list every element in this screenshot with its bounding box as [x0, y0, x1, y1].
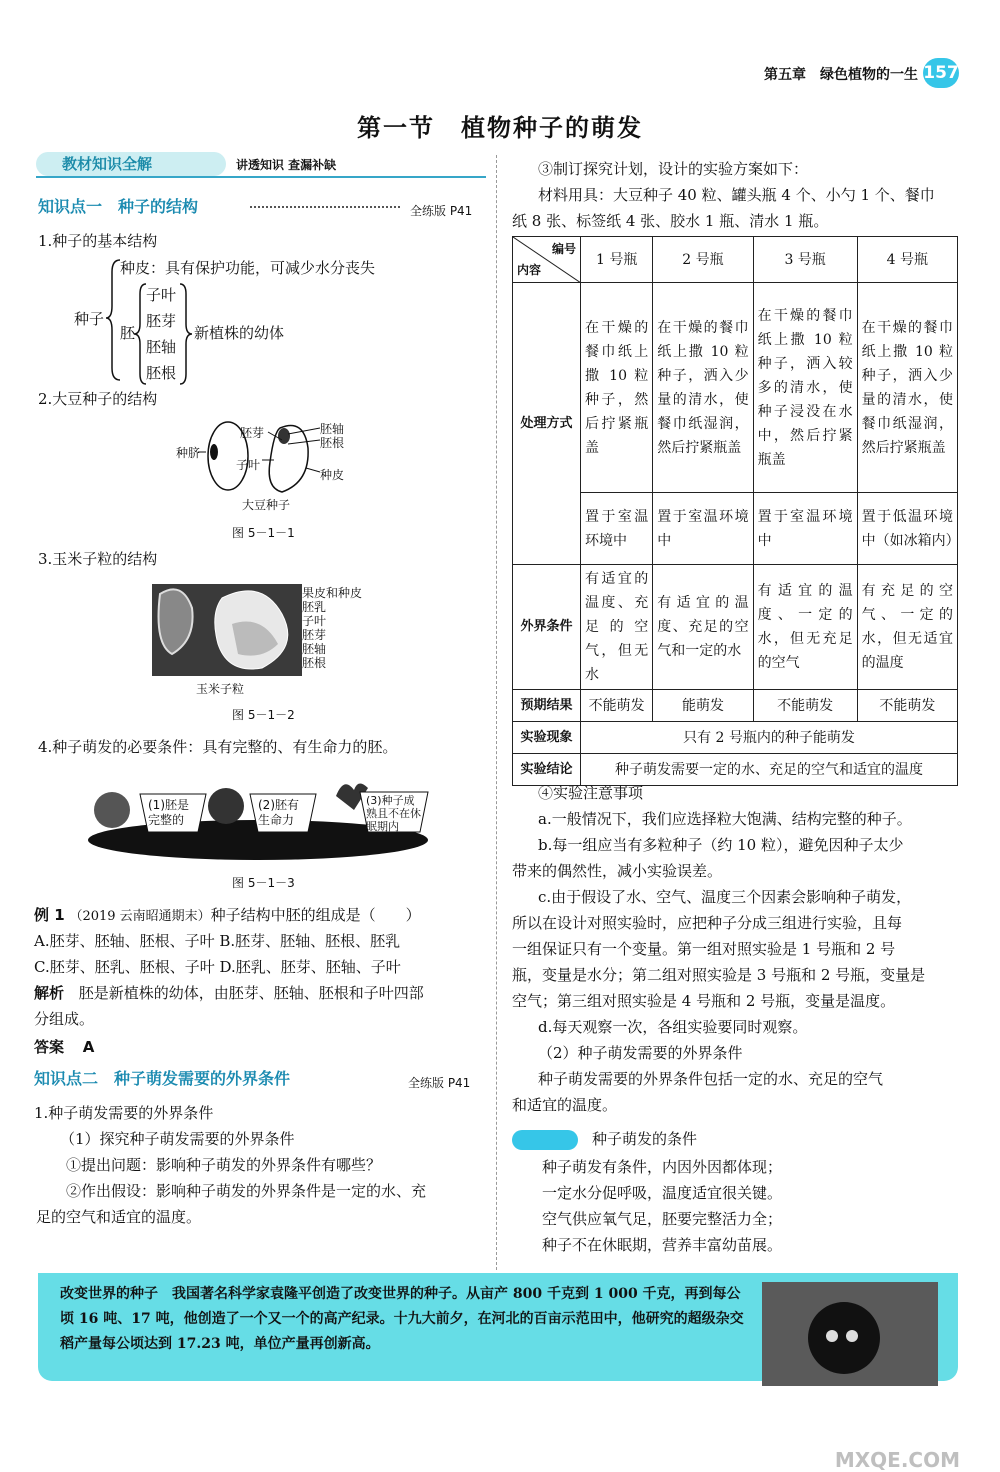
tree-root: 种子	[74, 310, 105, 328]
env-cell-2: 置于室温环境中	[653, 493, 753, 565]
bottom-body: 我国著名科学家袁隆平创造了改变世界的种子。从亩产 800 千克到 1 000 千克，再到每公顷 16 吨、17 吨，他创造了一个又一个的高产纪录。十九大前夕，在河北的百亩示范田中，他研究的超级杂交稻产量每公顷达到 17.23 吨，单位产量再创新高。	[60, 1286, 744, 1352]
cond-cell-4: 有充足的空气、一定的水，但无适宜的温度	[857, 565, 957, 690]
kp1-ref: 全练版 P41	[410, 204, 473, 218]
tree-part-hypocotyl: 胚轴	[146, 338, 177, 356]
treat-cell-4: 在干燥的餐巾纸上撒 10 粒种子，洒入少量的清水，使餐巾纸湿润，然后拧紧瓶盖	[857, 283, 957, 493]
rice-photo	[762, 1282, 938, 1386]
watermark: MXQE.COM	[834, 1448, 960, 1472]
notes-heading: ④实验注意事项	[538, 784, 644, 802]
row-header-treatment: 处理方式	[513, 283, 581, 565]
treat-cell-1: 在干燥的餐巾纸上撒 10 粒种子，然后拧紧瓶盖	[581, 283, 653, 493]
bottom-feature-text	[60, 1282, 750, 1357]
bean-label-hypocotyl: 胚轴	[320, 422, 345, 436]
corn-kernel-diagram	[152, 584, 302, 676]
example-options-cd: C.胚芽、胚乳、胚根、子叶 D.胚乳、胚芽、胚轴、子叶	[34, 958, 401, 976]
observation-cell: 只有 2 号瓶内的种子能萌发	[581, 722, 958, 754]
fig2-caption: 图 5－1－2	[232, 708, 295, 722]
corner-top: 编号	[551, 242, 576, 256]
row-header-conclusion: 实验结论	[513, 754, 581, 786]
tree-brace-right	[178, 282, 194, 386]
r1: ③制订探究计划，设计的实验方案如下：	[538, 160, 809, 178]
kp1-leader	[250, 206, 400, 208]
note-d: d.每天观察一次，各组实验要同时观察。	[538, 1018, 808, 1036]
section-banner: 教材知识全解	[36, 152, 226, 176]
banner-subtitle: 讲透知识 查漏补缺	[236, 158, 337, 172]
env-cell-4: 置于低温环境中（如冰箱内）	[857, 493, 957, 565]
cond-cell-2: 有适宜的温度、充足的空气和一定的水	[653, 565, 753, 690]
bean-label-hilum: 种脐	[176, 446, 201, 460]
treat-cell-2: 在干燥的餐巾纸上撒 10 粒种子，洒入少量的清水，使餐巾纸湿润，然后拧紧瓶盖	[653, 283, 753, 493]
corn-caption: 玉米子粒	[196, 682, 245, 696]
corn-label-hypocotyl: 胚轴	[302, 642, 327, 656]
bean-label-coat: 种皮	[320, 468, 345, 482]
r2: 材料用具：大豆种子 40 粒、罐头瓶 4 个、小勺 1 个、餐巾	[538, 186, 935, 204]
tree-embryo-desc: 新植株的幼体	[194, 324, 285, 342]
bean-label-cotyledon: 子叶	[236, 458, 261, 472]
l5: 足的空气和适宜的温度。	[36, 1208, 202, 1226]
kp1-title: 知识点一 种子的结构	[38, 197, 199, 216]
answer-value: A	[82, 1038, 95, 1056]
row-header-expected: 预期结果	[513, 690, 581, 722]
tree-part-radicle: 胚根	[146, 364, 177, 382]
example-question: 种子结构中胚的组成是（ ）	[210, 906, 421, 924]
tree-part-cotyledon: 子叶	[146, 286, 177, 304]
tip-badge	[512, 1130, 578, 1150]
note-b2: 带来的偶然性，减小实验误差。	[512, 862, 723, 880]
env-cell-1: 置于室温环境中	[581, 493, 653, 565]
env-cell-3: 置于室温环境中	[753, 493, 857, 565]
treat-cell-3: 在干燥的餐巾纸上撒 10 粒种子，洒入较多的清水，使种子浸没在水中，然后拧紧瓶盖	[753, 283, 857, 493]
analysis-text-2: 分组成。	[34, 1010, 95, 1028]
pot-label-3: (3)种子成熟且不在休眠期内	[366, 794, 421, 833]
tree-coat: 种皮：具有保护功能，可减少水分丧失	[120, 259, 376, 277]
note-b1: b.每一组应当有多粒种子（约 10 粒），避免因种子太少	[538, 836, 904, 854]
page-title: 第一节 植物种子的萌发	[357, 114, 643, 142]
l2: （1）探究种子萌发需要的外界条件	[60, 1130, 295, 1148]
fig3-caption: 图 5－1－3	[232, 876, 295, 890]
answer-label: 答案	[34, 1038, 65, 1056]
table-corner	[513, 237, 581, 283]
col-header-2: 2 号瓶	[653, 237, 753, 283]
conclusion-cell: 种子萌发需要一定的水、充足的空气和适宜的温度	[581, 754, 958, 786]
example-source: （2019 云南昭通期末）	[69, 909, 211, 924]
expect-cell-1: 不能萌发	[581, 690, 653, 722]
analysis-label: 解析	[34, 984, 65, 1002]
corn-label-cotyledon: 子叶	[302, 614, 327, 628]
corn-label-plumule: 胚芽	[302, 628, 327, 642]
bean-label-plumule: 胚芽	[240, 426, 265, 440]
analysis-text-1: 胚是新植株的幼体，由胚芽、胚轴、胚根和子叶四部	[78, 984, 424, 1002]
pot-label-1: (1)胚是完整的	[148, 798, 189, 827]
kp2-title: 知识点二 种子萌发需要的外界条件	[34, 1069, 291, 1088]
corn-label-endosperm: 胚乳	[302, 600, 327, 614]
example-label: 例 1	[34, 906, 65, 924]
example-options-ab: A.胚芽、胚轴、胚根、子叶 B.胚芽、胚轴、胚根、胚乳	[34, 932, 401, 950]
p2-heading: （2）种子萌发需要的外界条件	[538, 1044, 743, 1062]
bottom-title: 改变世界的种子	[60, 1286, 158, 1302]
note-a: a.一般情况下，我们应选择粒大饱满、结构完整的种子。	[538, 810, 912, 828]
corn-label-pericarp: 果皮和种皮	[302, 586, 363, 600]
row-header-conditions: 外界条件	[513, 565, 581, 690]
tip-title: 种子萌发的条件	[592, 1130, 698, 1148]
s1-heading: 1.种子的基本结构	[38, 232, 158, 250]
l3: ①提出问题：影响种子萌发的外界条件有哪些？	[66, 1156, 382, 1174]
kp2-ref: 全练版 P41	[408, 1076, 471, 1090]
note-c1: c.由于假设了水、空气、温度三个因素会影响种子萌发，	[538, 888, 912, 906]
l1: 1.种子萌发需要的外界条件	[34, 1104, 214, 1122]
col-header-3: 3 号瓶	[753, 237, 857, 283]
expect-cell-4: 不能萌发	[857, 690, 957, 722]
banner-rule	[36, 176, 486, 178]
cond-cell-1: 有适宜的温度、充足的空气，但无水	[581, 565, 653, 690]
expect-cell-3: 不能萌发	[753, 690, 857, 722]
column-divider	[496, 155, 497, 1270]
poem-line-1: 种子萌发有条件，内因外因都体现；	[542, 1158, 783, 1176]
note-c5: 空气；第三组对照实验是 4 号瓶和 2 号瓶，变量是温度。	[512, 992, 896, 1010]
bean-caption: 大豆种子	[242, 498, 291, 512]
bean-label-radicle: 胚根	[320, 436, 345, 450]
cond-cell-3: 有适宜的温度、一定的水，但无充足的空气	[753, 565, 857, 690]
corn-label-radicle: 胚根	[302, 656, 327, 670]
l4: ②作出假设：影响种子萌发的外界条件是一定的水、充	[66, 1182, 427, 1200]
p2-text-1: 种子萌发需要的外界条件包括一定的水、充足的空气	[538, 1070, 884, 1088]
r3: 纸 8 张、标签纸 4 张、胶水 1 瓶、清水 1 瓶。	[512, 212, 829, 230]
tree-part-plumule: 胚芽	[146, 312, 177, 330]
s2-heading: 2.大豆种子的结构	[38, 390, 158, 408]
experiment-table	[512, 236, 958, 786]
corner-bottom: 内容	[517, 263, 542, 277]
s4-heading: 4.种子萌发的必要条件：具有完整的、有生命力的胚。	[38, 738, 398, 756]
p2-text-2: 和适宜的温度。	[512, 1096, 618, 1114]
tree-embryo: 胚	[120, 324, 136, 342]
poem-line-4: 种子不在休眠期，营养丰富幼苗展。	[542, 1236, 783, 1254]
col-header-4: 4 号瓶	[857, 237, 957, 283]
chapter-header: 第五章 绿色植物的一生	[764, 67, 918, 83]
note-c4: 瓶，变量是水分；第二组对照实验是 3 号瓶和 2 号瓶，变量是	[512, 966, 926, 984]
note-c2: 所以在设计对照实验时，应把种子分成三组进行实验，且每	[512, 914, 903, 932]
expect-cell-2: 能萌发	[653, 690, 753, 722]
col-header-1: 1 号瓶	[581, 237, 653, 283]
s3-heading: 3.玉米子粒的结构	[38, 550, 158, 568]
poem-line-2: 一定水分促呼吸，温度适宜很关键。	[542, 1184, 783, 1202]
fig1-caption: 图 5－1－1	[232, 526, 295, 540]
row-header-observation: 实验现象	[513, 722, 581, 754]
pot-label-2: (2)胚有生命力	[258, 798, 299, 827]
note-c3: 一组保证只有一个变量。第一组对照实验是 1 号瓶和 2 号	[512, 940, 896, 958]
page-number: 157	[923, 58, 959, 88]
poem-line-3: 空气供应氧气足，胚要完整活力全；	[542, 1210, 783, 1228]
